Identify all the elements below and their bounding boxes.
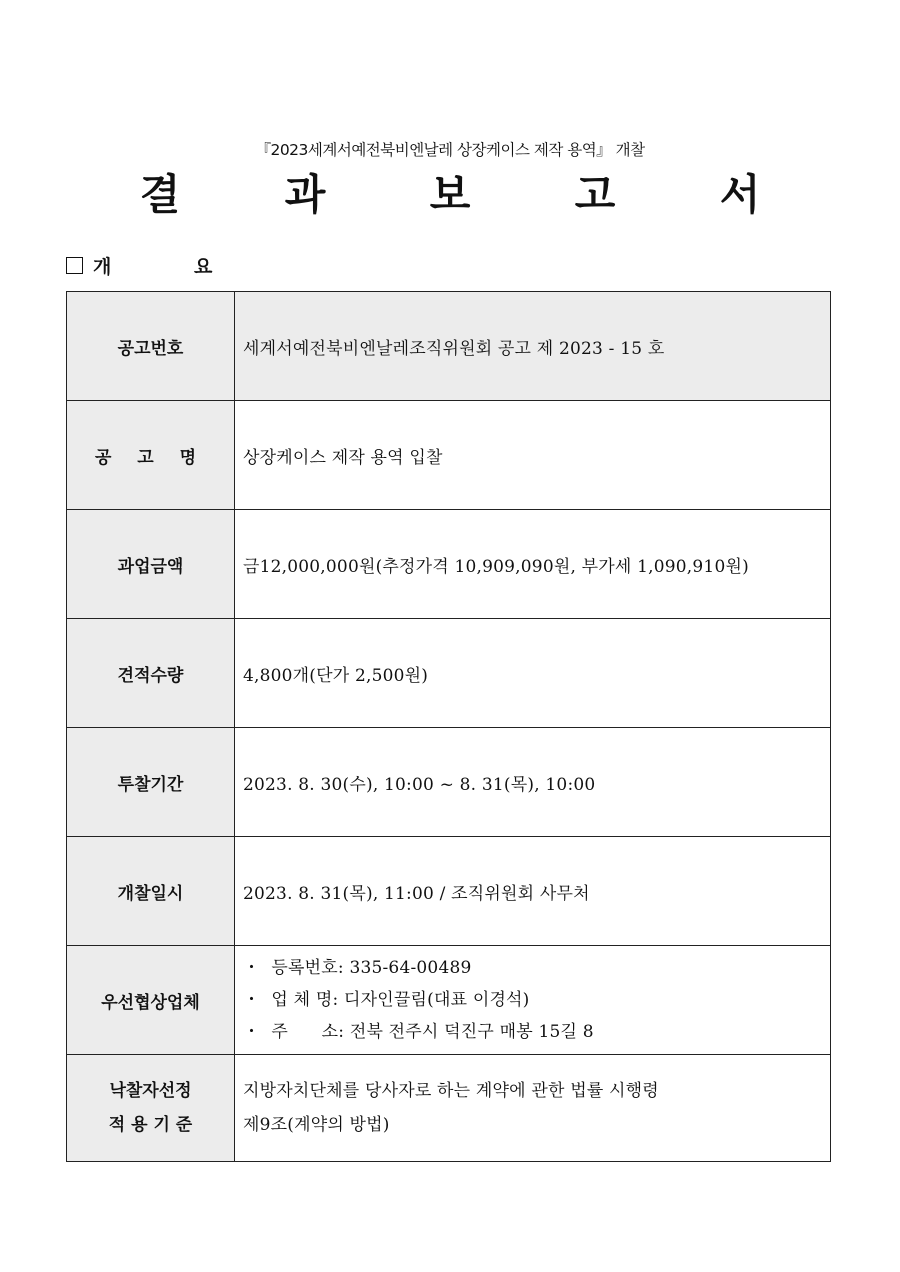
vendor-registration: 등록번호: 335-64-00489 [271, 958, 472, 978]
checkbox-icon [66, 257, 83, 274]
notice-number-value: 세계서예전북비엔날레조직위원회 공고 제 2023 - 15 호 [235, 292, 831, 401]
criteria-label [67, 1055, 235, 1162]
criteria-value [235, 1055, 831, 1162]
opening-value: 2023. 8. 31(목), 11:00 / 조직위원회 사무처 [235, 837, 831, 946]
vendor-name: 업 체 명: 디자인끌림(대표 이경석) [271, 990, 530, 1010]
table-row [67, 728, 831, 837]
document-title [130, 162, 770, 222]
table-row [67, 510, 831, 619]
notice-name-label: 공 고 명 [67, 401, 235, 510]
bullet: ・ [243, 1022, 261, 1042]
quantity-value: 4,800개(단가 2,500원) [235, 619, 831, 728]
budget-label: 과업금액 [67, 510, 235, 619]
criteria-value-line1: 지방자치단체를 당사자로 하는 계약에 관한 법률 시행령 [243, 1081, 659, 1101]
title-char: 서 [719, 170, 761, 219]
title-char: 결 [139, 170, 181, 219]
table-row [67, 401, 831, 510]
list-item [243, 952, 826, 984]
opening-label: 개찰일시 [67, 837, 235, 946]
table-row [67, 619, 831, 728]
table-row [67, 292, 831, 401]
criteria-label-line1: 낙찰자선정 [109, 1081, 192, 1101]
criteria-label-line2: 적 용 기 준 [108, 1115, 193, 1135]
title-char: 고 [574, 170, 616, 219]
section-title: 개 요 [93, 255, 251, 278]
bullet: ・ [243, 990, 261, 1010]
document-subtitle: 『2023세계서예전북비엔날레 상장케이스 제작 용역』 개찰 [255, 141, 645, 159]
vendor-address: 주 소: 전북 전주시 덕진구 매봉 15길 8 [271, 1022, 594, 1042]
notice-name-value: 상장케이스 제작 용역 입찰 [235, 401, 831, 510]
table-row [67, 946, 831, 1055]
bullet: ・ [243, 958, 261, 978]
bid-period-label: 투찰기간 [67, 728, 235, 837]
list-item [243, 1016, 826, 1048]
bid-period-value: 2023. 8. 30(수), 10:00 ~ 8. 31(목), 10:00 [235, 728, 831, 837]
section-heading [66, 253, 250, 277]
budget-value: 금12,000,000원(추정가격 10,909,090원, 부가세 1,090,910원) [235, 510, 831, 619]
table-row [67, 1055, 831, 1162]
notice-number-label: 공고번호 [67, 292, 235, 401]
vendor-details [235, 946, 831, 1055]
overview-table [66, 291, 831, 1162]
title-char: 보 [429, 170, 471, 219]
vendor-label: 우선협상업체 [67, 946, 235, 1055]
title-char: 과 [284, 170, 326, 219]
list-item [243, 984, 826, 1016]
quantity-label: 견적수량 [67, 619, 235, 728]
criteria-value-line2: 제9조(계약의 방법) [243, 1115, 390, 1135]
table-row [67, 837, 831, 946]
